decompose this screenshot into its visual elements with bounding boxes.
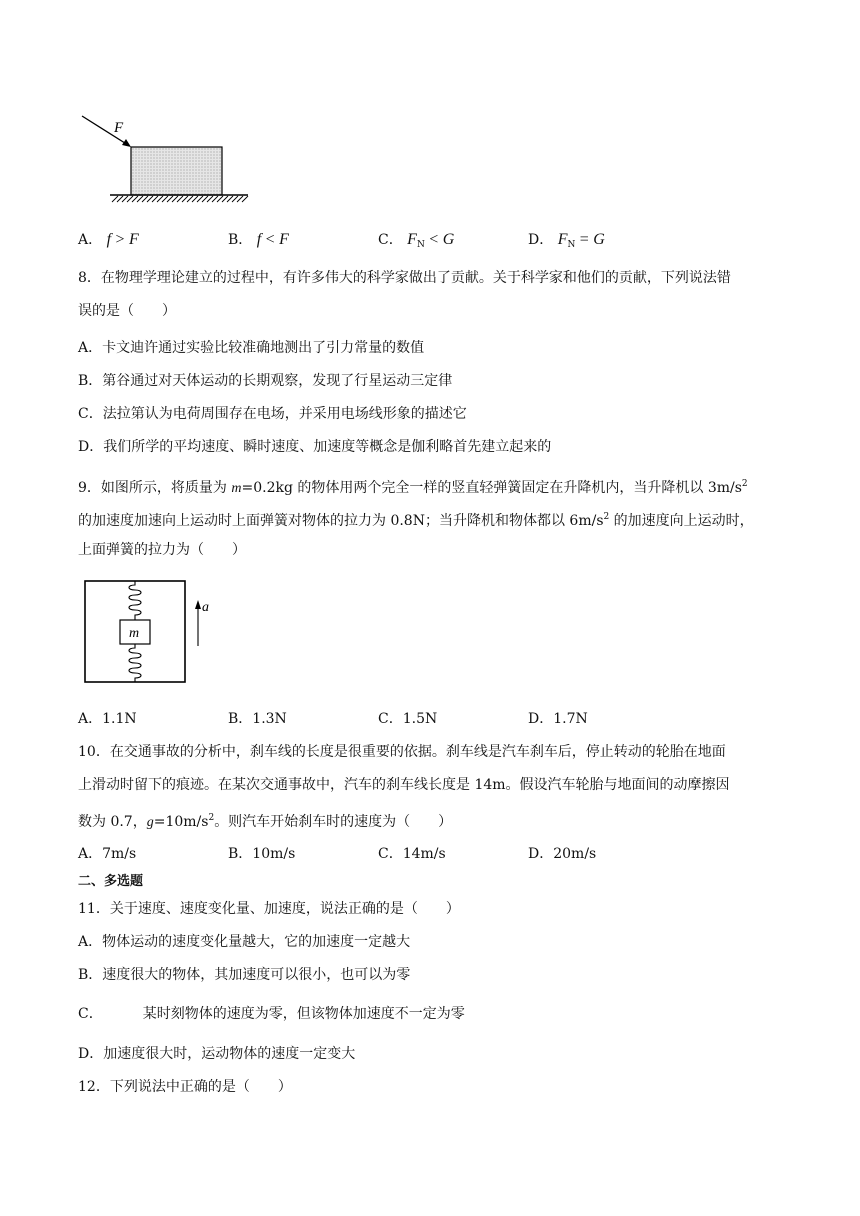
force-label: F (114, 120, 124, 136)
q11-option-d[interactable]: D．加速度很大时，运动物体的速度一定变大 (78, 1046, 356, 1062)
hatch-mark (137, 196, 143, 202)
q11-option-b[interactable]: B．速度很大的物体，其加速度可以很小，也可以为零 (78, 967, 411, 983)
hatch-mark (227, 196, 233, 202)
hatch-mark (172, 196, 178, 202)
hatch-mark (152, 196, 158, 202)
q8-stem-line2: 误的是（ ） (78, 303, 176, 319)
q7-option-a[interactable]: A． f > F (78, 231, 139, 248)
block (131, 147, 222, 195)
hatch-mark (187, 196, 193, 202)
q11-option-a[interactable]: A．物体运动的速度变化量越大，它的加速度一定越大 (78, 934, 411, 950)
hatch-mark (207, 196, 213, 202)
q10-option-a[interactable]: A．7m/s (78, 846, 137, 862)
q11-option-c[interactable]: C． 某时刻物体的速度为零，但该物体加速度不一定为零 (78, 1006, 465, 1022)
section-title-multiple-choice: 二、多选题 (78, 874, 144, 889)
q9-stem-line2: 的加速度加速向上运动时上面弹簧对物体的拉力为 0.8N；当升降机和物体都以 $6m/s^2$ 的加速度向上运动时， (78, 512, 754, 529)
hatch-mark (192, 196, 198, 202)
hatch-mark (117, 196, 123, 202)
q9-stem-line1: 9．如图所示，将质量为 m=0.2kg 的物体用两个完全一样的竖直轻弹簧固定在升降机内，当升降机以 $3m/s^2$ (78, 479, 748, 496)
lower-spring (129, 644, 141, 682)
q10-option-b[interactable]: B．10m/s (228, 846, 296, 862)
q12-stem: 12．下列说法中正确的是（ ） (78, 1079, 292, 1095)
q11-stem: 11．关于速度、速度变化量、加速度，说法正确的是（ ） (78, 901, 460, 917)
hatch-mark (177, 196, 183, 202)
acceleration-arrowhead (195, 600, 201, 609)
mass-label: m (129, 626, 140, 641)
q8-option-b[interactable]: B．第谷通过对天体运动的长期观察，发现了行星运动三定律 (78, 373, 453, 389)
hatch-mark (202, 196, 208, 202)
acceleration-label: a (202, 600, 209, 615)
hatch-mark (212, 196, 218, 202)
q9-elevator-diagram (82, 578, 222, 688)
hatch-mark (162, 196, 168, 202)
force-arrowhead (122, 139, 131, 147)
q8-option-a[interactable]: A．卡文迪许通过实验比较准确地测出了引力常量的数值 (78, 340, 425, 356)
q7-force-diagram (78, 112, 258, 212)
q9-stem-line3: 上面弹簧的拉力为（ ） (78, 542, 246, 558)
hatch-mark (157, 196, 163, 202)
q10-option-d[interactable]: D．20m/s (528, 846, 597, 862)
hatch-mark (147, 196, 153, 202)
hatch-mark (122, 196, 128, 202)
hatch-mark (142, 196, 148, 202)
hatch-mark (197, 196, 203, 202)
q8-stem-line1: 8．在物理学理论建立的过程中，有许多伟大的科学家做出了贡献。关于科学家和他们的贡献，下列说法错 (78, 270, 731, 286)
hatch-mark (112, 196, 118, 202)
q9-option-d[interactable]: D．1.7N (528, 711, 588, 727)
ground-hatch (112, 196, 248, 202)
q7-option-d[interactable]: D． $F_N = G$ (528, 231, 605, 250)
upper-spring (129, 581, 141, 620)
hatch-mark (232, 196, 238, 202)
q8-option-c[interactable]: C．法拉第认为电荷周围存在电场，并采用电场线形象的描述它 (78, 406, 467, 422)
q7-option-c[interactable]: C． $F_N < G$ (378, 231, 455, 250)
hatch-mark (217, 196, 223, 202)
hatch-mark (182, 196, 188, 202)
q10-stem-line1: 10．在交通事故的分析中，刹车线的长度是很重要的依据。刹车线是汽车刹车后，停止转动的轮胎在地面 (78, 744, 726, 760)
hatch-mark (237, 196, 243, 202)
q10-option-c[interactable]: C．14m/s (378, 846, 446, 862)
q9-option-c[interactable]: C．1.5N (378, 711, 438, 727)
hatch-mark (167, 196, 173, 202)
q9-option-b[interactable]: B．1.3N (228, 711, 287, 727)
hatch-mark (222, 196, 228, 202)
q9-option-a[interactable]: A．1.1N (78, 711, 137, 727)
q10-stem-line3: 数为 0.7，$g=10m/s^2$。则汽车开始刹车时的速度为（ ） (78, 813, 453, 830)
q10-stem-line2: 上滑动时留下的痕迹。在某次交通事故中，汽车的刹车线长度是 14m。假设汽车轮胎与地面间的动摩擦因 (78, 777, 730, 793)
hatch-mark (242, 196, 248, 202)
q7-option-b[interactable]: B． f < F (228, 231, 289, 248)
hatch-mark (132, 196, 138, 202)
q8-option-d[interactable]: D．我们所学的平均速度、瞬时速度、加速度等概念是伽利略首先建立起来的 (78, 439, 552, 455)
hatch-mark (127, 196, 133, 202)
